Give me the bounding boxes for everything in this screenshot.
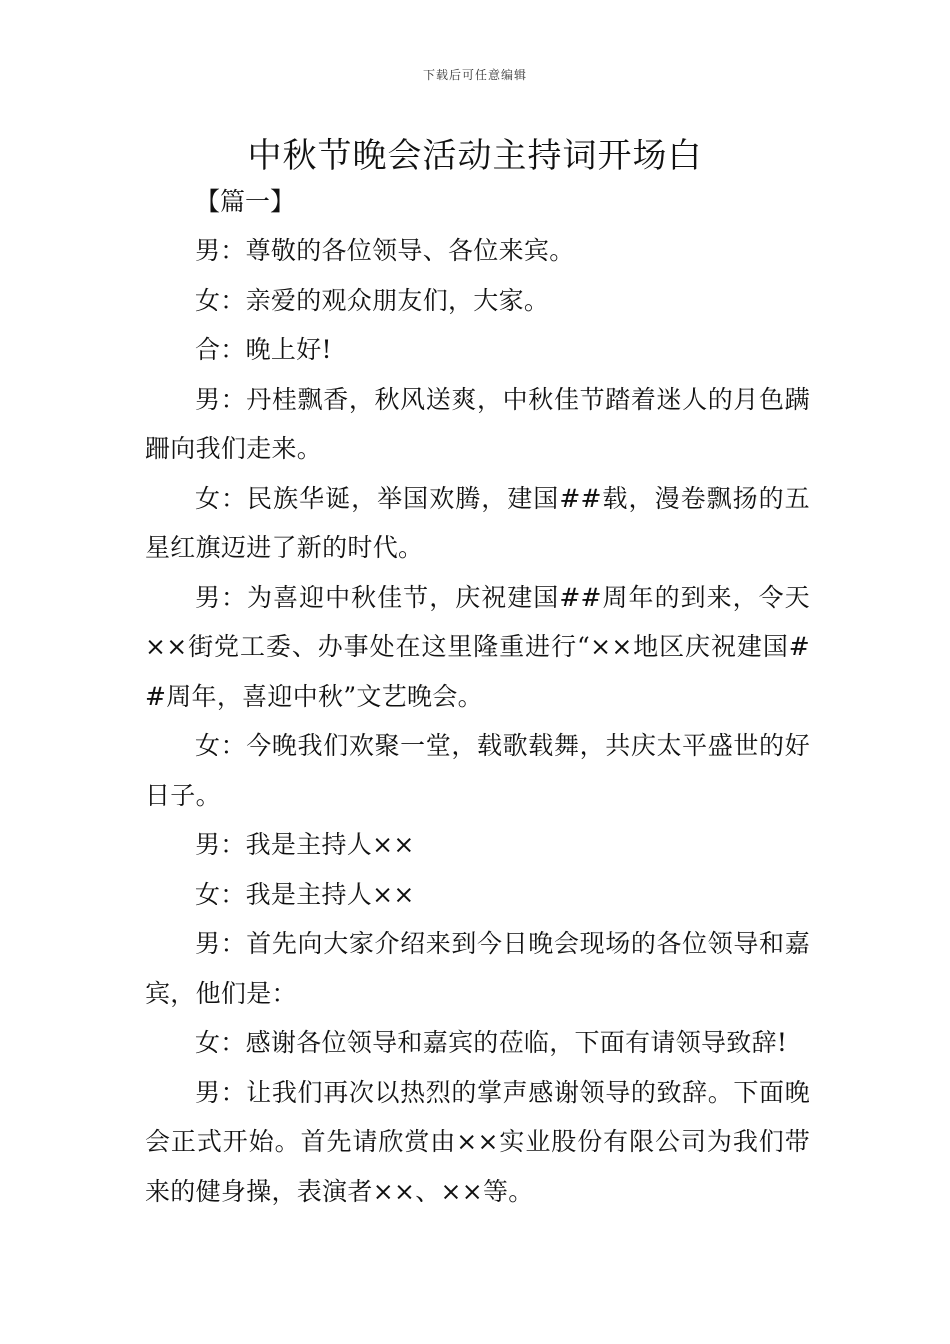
- paragraph: 男：丹桂飘香，秋风送爽，中秋佳节踏着迷人的月色蹒跚向我们走来。: [145, 384, 810, 463]
- paragraph: 女：我是主持人××: [195, 879, 415, 909]
- header-note: 下载后可任意编辑: [422, 68, 527, 82]
- paragraph: 男：让我们再次以热烈的掌声感谢领导的致辞。下面晚会正式开始。首先请欣赏由××实业股份有限公司为我们带来的健身操，表演者××、××等。: [145, 1077, 810, 1206]
- paragraph: 女：民族华诞，举国欢腾，建国##载，漫卷飘扬的五星红旗迈进了新的时代。: [145, 483, 810, 562]
- paragraph: 合：晚上好!: [195, 335, 332, 364]
- paragraph: 女：今晚我们欢聚一堂，载歌载舞，共庆太平盛世的好日子。: [145, 731, 810, 810]
- paragraph: 女：亲爱的观众朋友们，大家。: [195, 285, 550, 315]
- body-text: [145, 226, 810, 1216]
- paragraph: 男：尊敬的各位领导、各位来宾。: [195, 236, 575, 265]
- section-label: 【篇一】: [195, 187, 296, 216]
- paragraph: 女：感谢各位领导和嘉宾的莅临，下面有请领导致辞!: [195, 1028, 788, 1057]
- paragraph: 男：我是主持人××: [195, 830, 415, 859]
- document-title: 中秋节晚会活动主持词开场白: [247, 136, 703, 176]
- paragraph: 男：首先向大家介绍来到今日晚会现场的各位领导和嘉宾，他们是：: [145, 929, 810, 1008]
- paragraph: 男：为喜迎中秋佳节，庆祝建国##周年的到来，令天××街党工委、办事处在这里隆重进行“××地区庆祝建国##周年，喜迎中秋”文艺晚会。: [145, 582, 810, 711]
